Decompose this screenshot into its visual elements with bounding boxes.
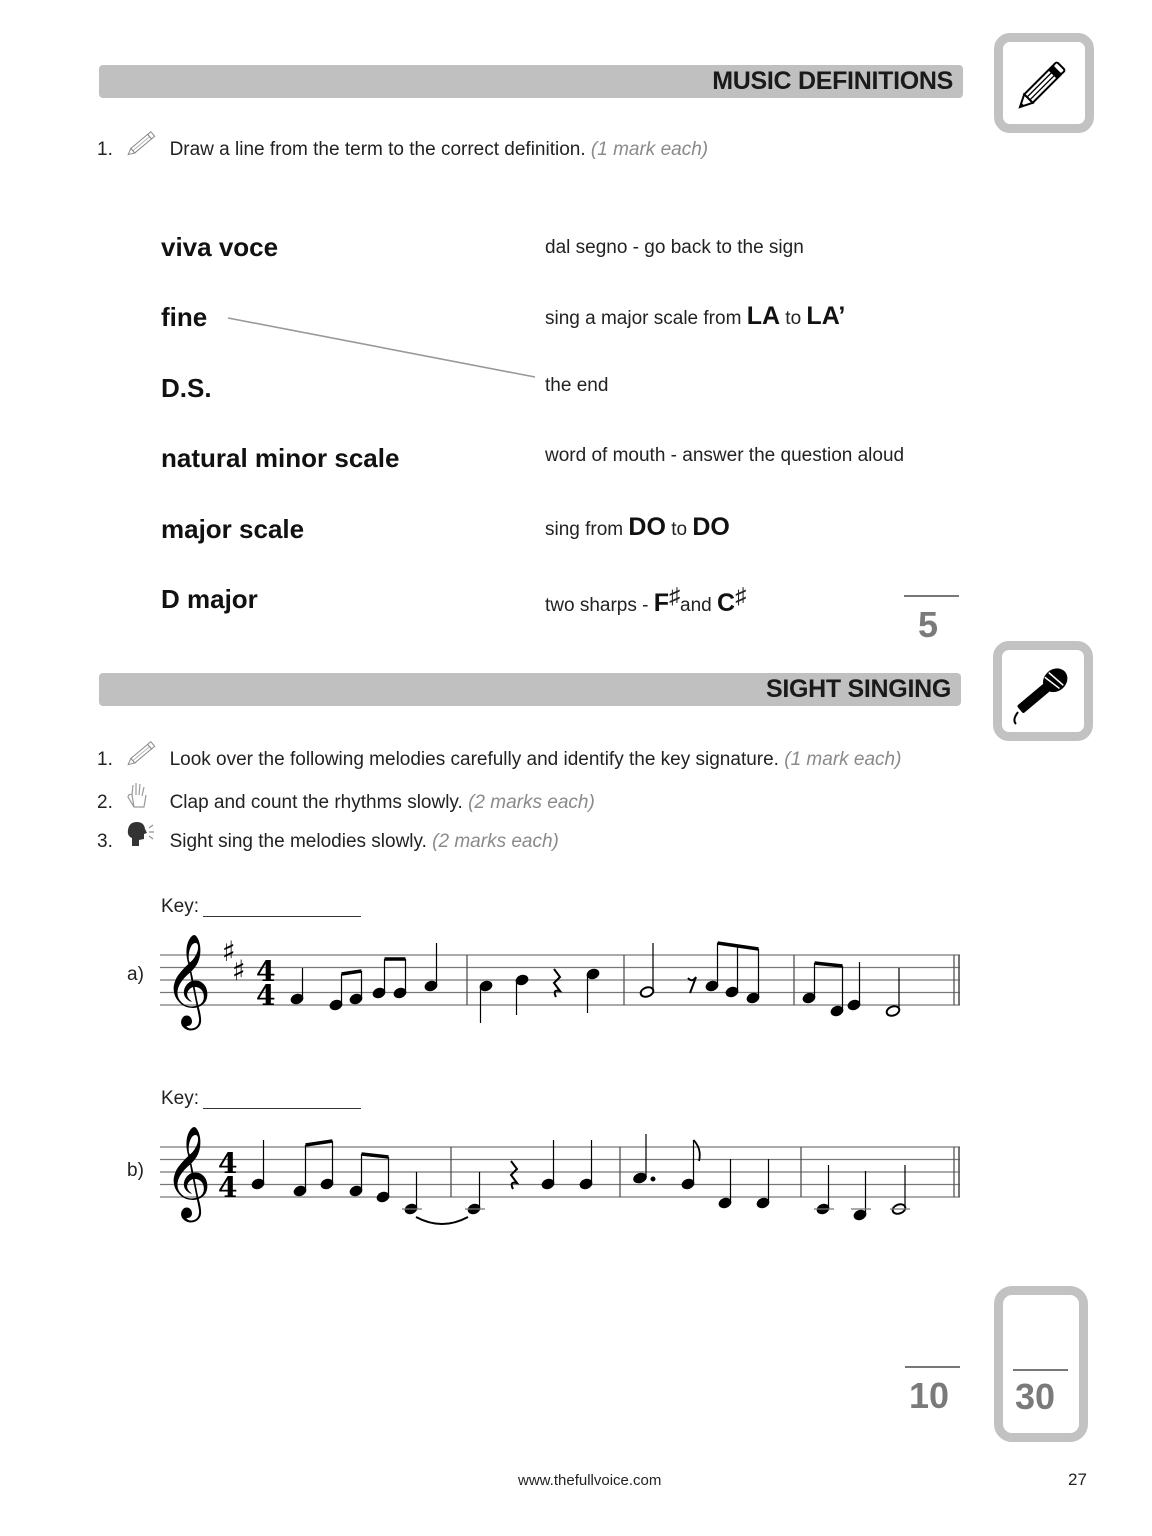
definition-the-end[interactable]: the end xyxy=(545,375,609,396)
page-score-total: 30 xyxy=(1015,1376,1056,1417)
microphone-icon-box xyxy=(993,641,1093,741)
sight-singing-score-total: 10 xyxy=(909,1375,950,1416)
section-title: SIGHT SINGING xyxy=(765,675,951,703)
footer-url[interactable]: www.thefullvoice.com xyxy=(518,1472,662,1489)
melody-a-key-label: Key: xyxy=(161,896,200,917)
section-header-sight-singing xyxy=(99,673,961,706)
answer-line xyxy=(0,0,1152,700)
definition-do-to-do[interactable]: sing from DO to DO xyxy=(545,513,730,541)
time-signature: 4 xyxy=(218,1147,238,1180)
time-signature: 4 xyxy=(256,955,276,988)
melody-a-label: a) xyxy=(127,964,144,985)
definition-la-to-la[interactable]: sing a major scale from LA to LA’ xyxy=(545,302,846,330)
sight-singing-instruction-2: 2. Clap and count the rhythms slowly. (2 marks each) xyxy=(97,790,595,814)
sharp-sign: ♯ xyxy=(669,583,681,608)
term-viva-voce[interactable]: viva voce xyxy=(161,232,279,262)
sight-singing-instruction-1: 1. Look over the following melodies carefully and identify the key signature. (1 mark each) xyxy=(97,747,901,771)
definitions-instruction: 1. Draw a line from the term to the correct definition. (1 mark each) xyxy=(97,137,708,161)
term-natural-minor-scale[interactable]: natural minor scale xyxy=(161,443,400,473)
melody-a-key-input[interactable] xyxy=(203,916,361,917)
melody-b-key-label: Key: xyxy=(161,1088,200,1109)
treble-clef-icon: 𝄞 xyxy=(164,1125,212,1218)
svg-text:4: 4 xyxy=(218,1171,238,1204)
melody-b-label: b) xyxy=(127,1160,144,1181)
melody-b-key-input[interactable] xyxy=(203,1108,361,1109)
term-fine[interactable]: fine xyxy=(161,302,208,332)
score-underline xyxy=(905,1366,960,1368)
term-d-major[interactable]: D major xyxy=(161,584,258,614)
term-ds[interactable]: D.S. xyxy=(161,373,212,403)
singing-head-icon xyxy=(124,829,164,851)
sharp-sign: ♯ xyxy=(735,583,747,608)
page-total-box xyxy=(994,1286,1088,1442)
score-underline xyxy=(1013,1369,1068,1371)
melody-b-staff xyxy=(150,1117,970,1232)
sharp-icon: ♯ xyxy=(232,954,246,987)
svg-text:4: 4 xyxy=(256,979,276,1012)
section-title: MUSIC DEFINITIONS xyxy=(712,67,953,95)
sight-singing-instruction-3: 3. Sight sing the melodies slowly. (2 marks each) xyxy=(97,829,559,853)
melody-a-staff xyxy=(150,925,970,1035)
sharp-icon: ♯ xyxy=(222,935,236,968)
microphone-icon xyxy=(1002,650,1084,732)
definition-word-of-mouth[interactable]: word of mouth - answer the question aloud xyxy=(545,445,905,466)
score-underline xyxy=(904,595,959,597)
pencil-icon xyxy=(124,747,164,769)
page-number: 27 xyxy=(1068,1470,1087,1489)
definition-dal-segno[interactable]: dal segno - go back to the sign xyxy=(545,237,804,258)
term-major-scale[interactable]: major scale xyxy=(161,514,305,544)
clapping-hand-icon xyxy=(124,790,164,812)
definitions-score-total: 5 xyxy=(918,604,939,645)
treble-clef-icon: 𝄞 xyxy=(164,933,212,1026)
definition-two-sharps[interactable]: two sharps - F♯and C♯ xyxy=(545,583,747,617)
